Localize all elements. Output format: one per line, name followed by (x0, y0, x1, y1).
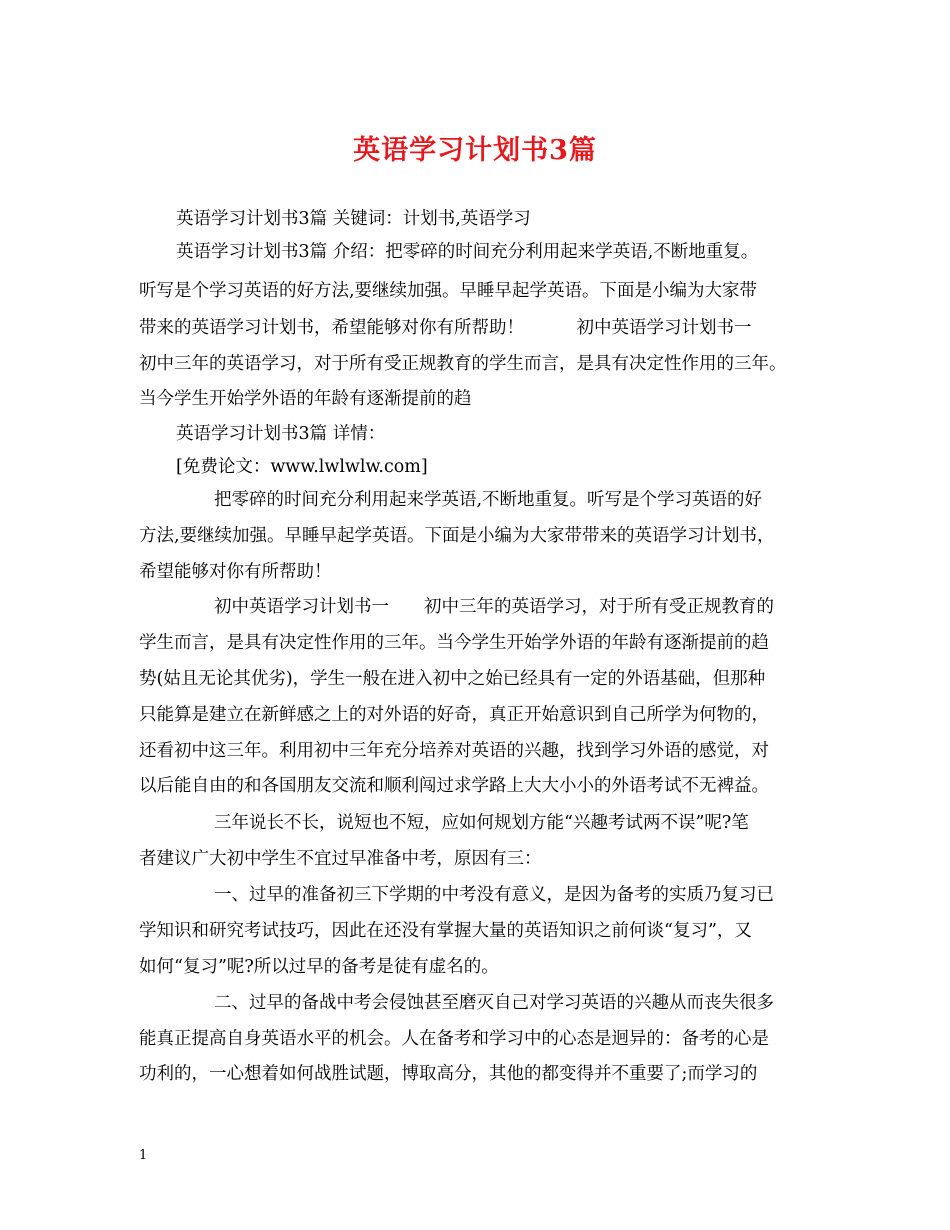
intro-line-4: 初中三年的英语学习，对于所有受正规教育的学生而言，是具有决定性作用的三年。 (139, 354, 787, 374)
page-number: 1 (139, 1148, 148, 1163)
paragraph-line: 方法,要继续加强。早睡早起学英语。下面是小编为大家带带来的英语学习计划书， (139, 526, 775, 546)
paragraph-line: 还看初中这三年。利用初中三年充分培养对英语的兴趣，找到学习外语的感觉，对 (139, 741, 769, 761)
paragraph-line: 三年说长不长，说短也不短，应如何规划方能“兴趣考试两不误”呢?笔 (214, 813, 749, 833)
paragraph-line: 初中英语学习计划书一 初中三年的英语学习，对于所有受正规教育的 (214, 597, 774, 617)
paragraph-line: 功利的，一心想着如何战胜试题，博取高分，其他的都变得并不重要了;而学习的 (139, 1064, 758, 1084)
paragraph-line: 把零碎的时间充分利用起来学英语,不断地重复。听写是个学习英语的好 (214, 490, 763, 510)
details-heading: 英语学习计划书3篇 详情： (176, 424, 386, 444)
paragraph-line: 希望能够对你有所帮助！ (139, 562, 332, 582)
intro-line-2: 听写是个学习英语的好方法,要继续加强。早睡早起学英语。下面是小编为大家带 (139, 281, 758, 301)
paragraph-line: 势(姑且无论其优劣)，学生一般在进入初中之始已经具有一定的外语基础，但那种 (139, 669, 766, 689)
paragraph-line: 如何“复习”呢?所以过早的备考是徒有虚名的。 (139, 957, 499, 977)
intro-line-3: 带来的英语学习计划书，希望能够对你有所帮助！ 初中英语学习计划书一 (139, 318, 752, 338)
paragraph-line: 只能算是建立在新鲜感之上的对外语的好奇，真正开始意识到自己所学为何物的， (139, 705, 769, 725)
intro-line-5: 当今学生开始学外语的年龄有逐渐提前的趋 (139, 389, 472, 409)
intro-line-1: 英语学习计划书3篇 介绍：把零碎的时间充分利用起来学英语,不断地重复。 (176, 242, 759, 262)
source-line: [免费论文：www.lwlwlw.com] (176, 457, 428, 477)
paragraph-line: 能真正提高自身英语水平的机会。人在备考和学习中的心态是迥异的：备考的心是 (139, 1029, 769, 1049)
paragraph-line: 以后能自由的和各国朋友交流和顺利闯过求学路上大大小小的外语考试不无裨益。 (139, 776, 769, 796)
paragraph-line: 二、过早的备战中考会侵蚀甚至磨灭自己对学习英语的兴趣从而丧失很多 (214, 993, 774, 1013)
paragraph-line: 者建议广大初中学生不宜过早准备中考，原因有三： (139, 849, 542, 869)
paragraph-line: 学知识和研究考试技巧，因此在还没有掌握大量的英语知识之前何谈“复习”，又 (139, 921, 752, 941)
paragraph-line: 一、过早的准备初三下学期的中考没有意义，是因为备考的实质乃复习已 (214, 885, 774, 905)
keywords-line: 英语学习计划书3篇 关键词：计划书,英语学习 (176, 209, 531, 229)
document-title: 英语学习计划书3篇 (353, 135, 597, 166)
paragraph-line: 学生而言，是具有决定性作用的三年。当今学生开始学外语的年龄有逐渐提前的趋 (139, 633, 769, 653)
